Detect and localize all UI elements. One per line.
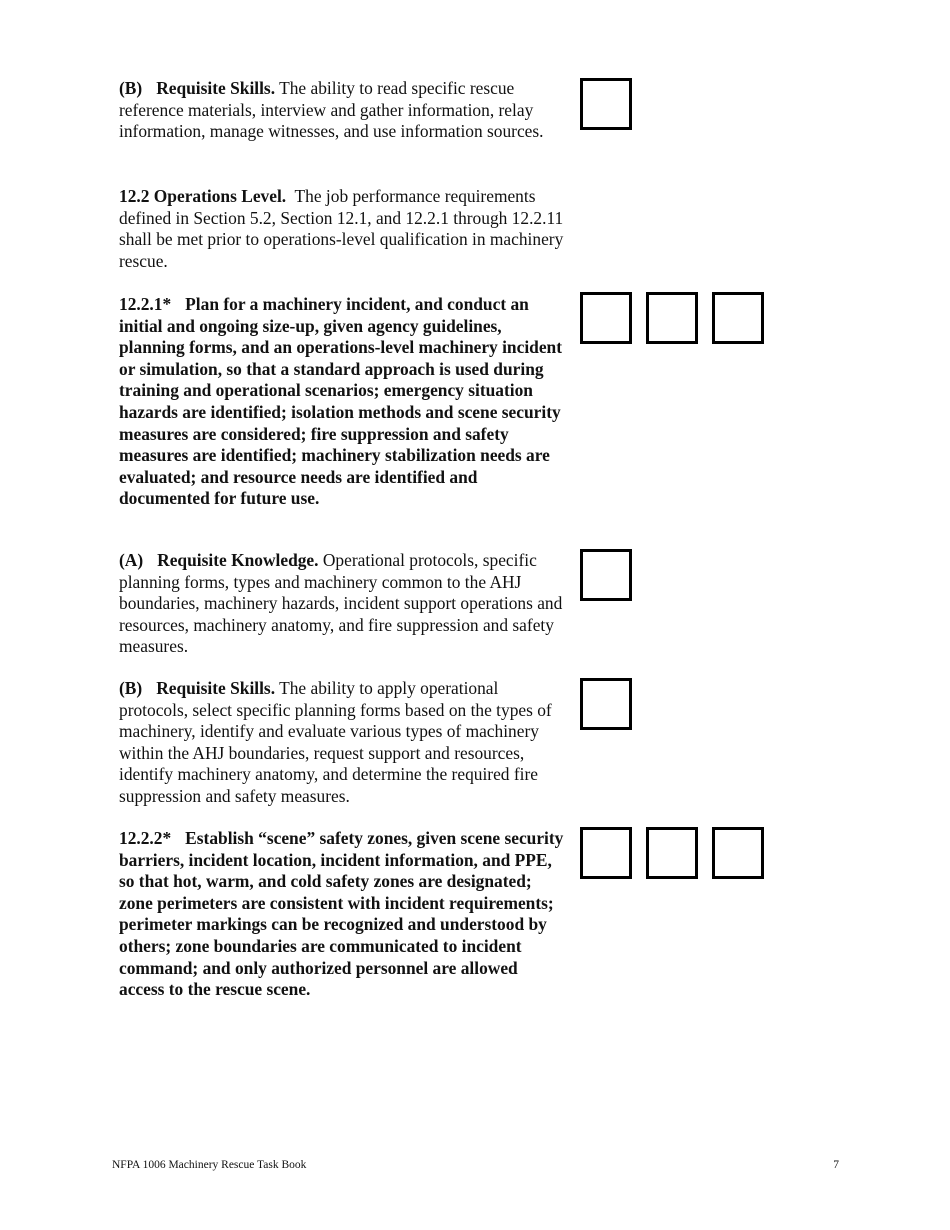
- item-prefix: (A): [119, 550, 144, 570]
- requisite-skills-paragraph: [119, 78, 567, 143]
- item-prefix: (B): [119, 78, 143, 98]
- signoff-boxes: [580, 292, 764, 344]
- signoff-checkbox[interactable]: [580, 827, 632, 879]
- page-number: 7: [833, 1159, 839, 1171]
- item-label: Requisite Knowledge.: [157, 550, 319, 570]
- footer-title: NFPA 1006 Machinery Rescue Task Book: [112, 1159, 307, 1171]
- signoff-checkbox[interactable]: [580, 549, 632, 601]
- requisite-knowledge-paragraph: [119, 550, 567, 658]
- signoff-checkbox[interactable]: [712, 292, 764, 344]
- section-heading: 12.2 Operations Level.: [119, 186, 287, 206]
- jpr-text: Plan for a machinery incident, and conduct an initial and ongoing size-up, given agency guidelines, planning forms, and an operations-level machinery incident or simulation, so that a standard approach is used during training and operational scenarios; emergency situation hazards are identified; isolation methods and scene security measures are considered; fire suppression and safety measures are identified; machinery stabilization needs are evaluated; and resource needs are identified and documented for future use.: [119, 294, 563, 509]
- item-label: Requisite Skills.: [156, 78, 276, 98]
- signoff-checkbox[interactable]: [712, 827, 764, 879]
- jpr-number: 12.2.1*: [119, 294, 172, 314]
- item-text: The ability to read specific rescue reference materials, interview and gather information, relay information, manage witnesses, and use information sources.: [119, 78, 544, 142]
- signoff-checkbox[interactable]: [580, 78, 632, 130]
- item-text: The ability to apply operational protocols, select specific planning forms based on the types of machinery, identify and evaluate various types of machinery within the AHJ boundaries, request support and resources, identify machinery anatomy, and determine the required fire suppression and safety measures.: [119, 678, 552, 806]
- jpr-number: 12.2.2*: [119, 828, 172, 848]
- signoff-checkbox[interactable]: [646, 827, 698, 879]
- item-text: Operational protocols, specific planning forms, types and machinery common to the AHJ boundaries, machinery hazards, incident support operations and resources, machinery anatomy, and fire suppression and safety measures.: [119, 550, 563, 657]
- signoff-boxes: [580, 827, 764, 879]
- item-prefix: (B): [119, 678, 143, 698]
- signoff-boxes: [580, 549, 632, 601]
- section-text: The job performance requirements defined in Section 5.2, Section 12.1, and 12.2.1 through 12.2.11 shall be met prior to operations-level qualification in machinery rescue.: [119, 186, 564, 271]
- signoff-boxes: [580, 678, 632, 730]
- requisite-skills-paragraph: [119, 678, 567, 808]
- jpr-text: Establish “scene” safety zones, given scene security barriers, incident location, incident information, and PPE, so that hot, warm, and cold safety zones are designated; zone perimeters are consistent with incident requirements; perimeter markings can be recognized and understood by others; zone boundaries are communicated to incident command; and only authorized personnel are allowed access to the rescue scene.: [119, 828, 564, 1000]
- jpr-12-2-2-paragraph: [119, 828, 567, 1001]
- signoff-boxes: [580, 78, 632, 130]
- item-label: Requisite Skills.: [156, 678, 276, 698]
- signoff-checkbox[interactable]: [580, 678, 632, 730]
- operations-level-paragraph: [119, 186, 567, 272]
- signoff-checkbox[interactable]: [646, 292, 698, 344]
- signoff-checkbox[interactable]: [580, 292, 632, 344]
- jpr-12-2-1-paragraph: [119, 294, 567, 510]
